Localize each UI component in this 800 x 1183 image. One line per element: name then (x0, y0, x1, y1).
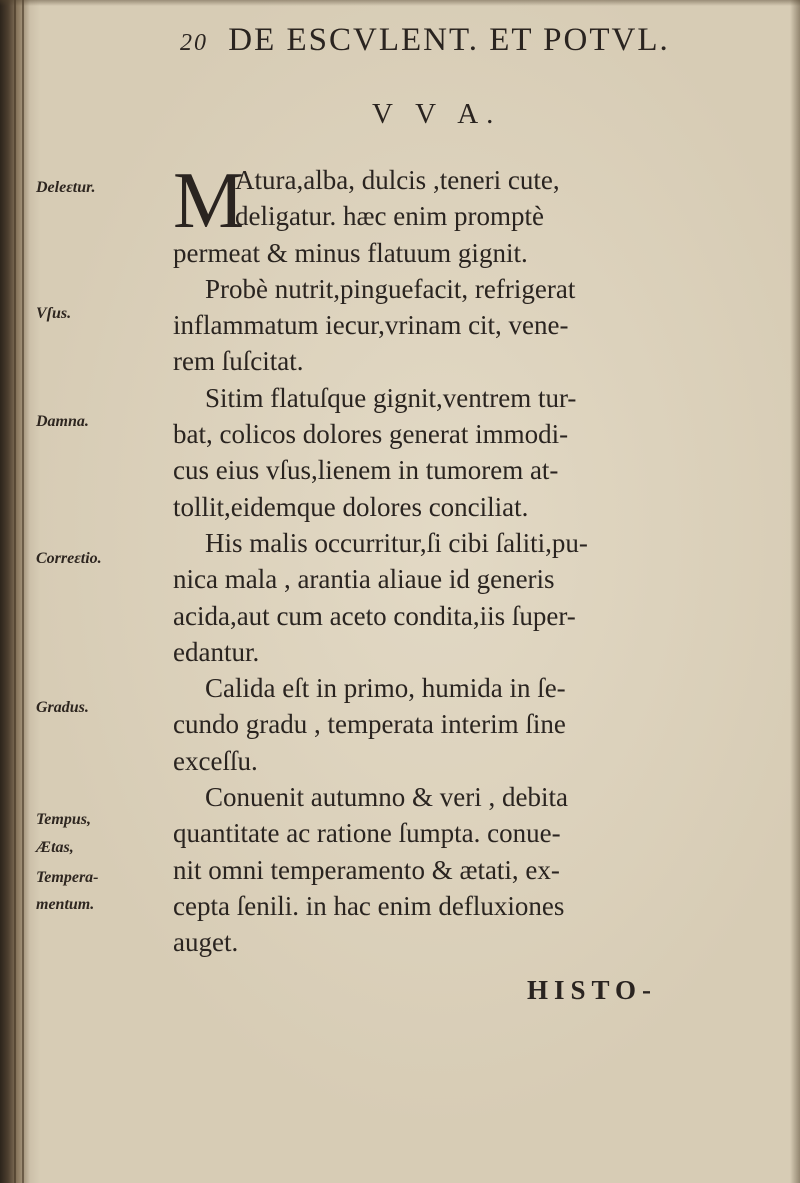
text-line: Calida eſt in primo, humida in ſe- (205, 673, 566, 704)
text-line: His malis occurritur,ſi cibi ſaliti,pu- (205, 527, 588, 558)
margin-note-aetas: Ætas, (36, 839, 74, 856)
text-line: inflammatum iecur,vrinam cit, vene- (173, 310, 569, 341)
text-line: edantur. (173, 636, 260, 667)
text-line: auget. (173, 927, 239, 958)
section-title: V V A. (372, 98, 502, 130)
text-line: nica mala , arantia aliaue id generis (173, 564, 555, 595)
text-line: nit omni temperamento & ætati, ex- (173, 854, 560, 885)
running-head-title: DE ESCVLENT. ET POTVL. (228, 22, 670, 58)
text-line: cus eius vſus,lienem in tumorem at- (173, 455, 559, 486)
margin-note-correctio: Correɛtio. (36, 550, 102, 567)
margin-note-delectus: Deleɛtur. (36, 179, 96, 196)
text-line: bat, colicos dolores generat immodi- (173, 419, 569, 450)
text-line: Atura,alba, dulcis ,teneri cute, (235, 165, 560, 195)
margin-note-tempus: Tempus, (36, 811, 91, 828)
text-line: quantitate ac ratione ſumpta. conue- (173, 818, 561, 849)
page-edge-line (14, 0, 16, 1183)
margin-note-damna: Damna. (36, 413, 89, 430)
drop-cap-lines (235, 162, 733, 235)
page-right-edge (790, 0, 800, 1183)
text-line: acida,aut cum aceto condita,iis ſuper- (173, 600, 576, 631)
text-line: Probè nutrit,pinguefacit, refrigerat (205, 273, 576, 304)
text-line: permeat & minus flatuum gignit. (173, 237, 528, 268)
drop-cap: M (173, 157, 245, 245)
text-line: cepta ſenili. in hac enim defluxiones (173, 890, 565, 921)
page-number: 20 (180, 30, 208, 56)
text-line: Conuenit autumno & veri , debita (205, 782, 568, 813)
page-top-edge (0, 0, 800, 6)
text-line: cundo gradu , temperata interim ſine (173, 709, 566, 740)
page-edge-line (22, 0, 24, 1183)
text-line: Sitim flatuſque gignit,ventrem tur- (205, 382, 577, 413)
margin-note-gradus: Gradus. (36, 699, 89, 716)
running-head (180, 22, 740, 59)
text-line: exceſſu. (173, 745, 258, 776)
margin-note-usus: Vſus. (36, 305, 72, 322)
text-line: rem ſuſcitat. (173, 346, 304, 377)
catchword: HISTO- (527, 975, 658, 1005)
body-text (173, 157, 733, 961)
opening-paragraph-head (173, 157, 733, 245)
margin-note-tempera: Tempera- (36, 869, 99, 886)
margin-note-mentum: mentum. (36, 896, 95, 913)
text-line: tollit,eidemque dolores conciliat. (173, 491, 529, 522)
text-line: deligatur. hæc enim promptè (235, 201, 544, 232)
